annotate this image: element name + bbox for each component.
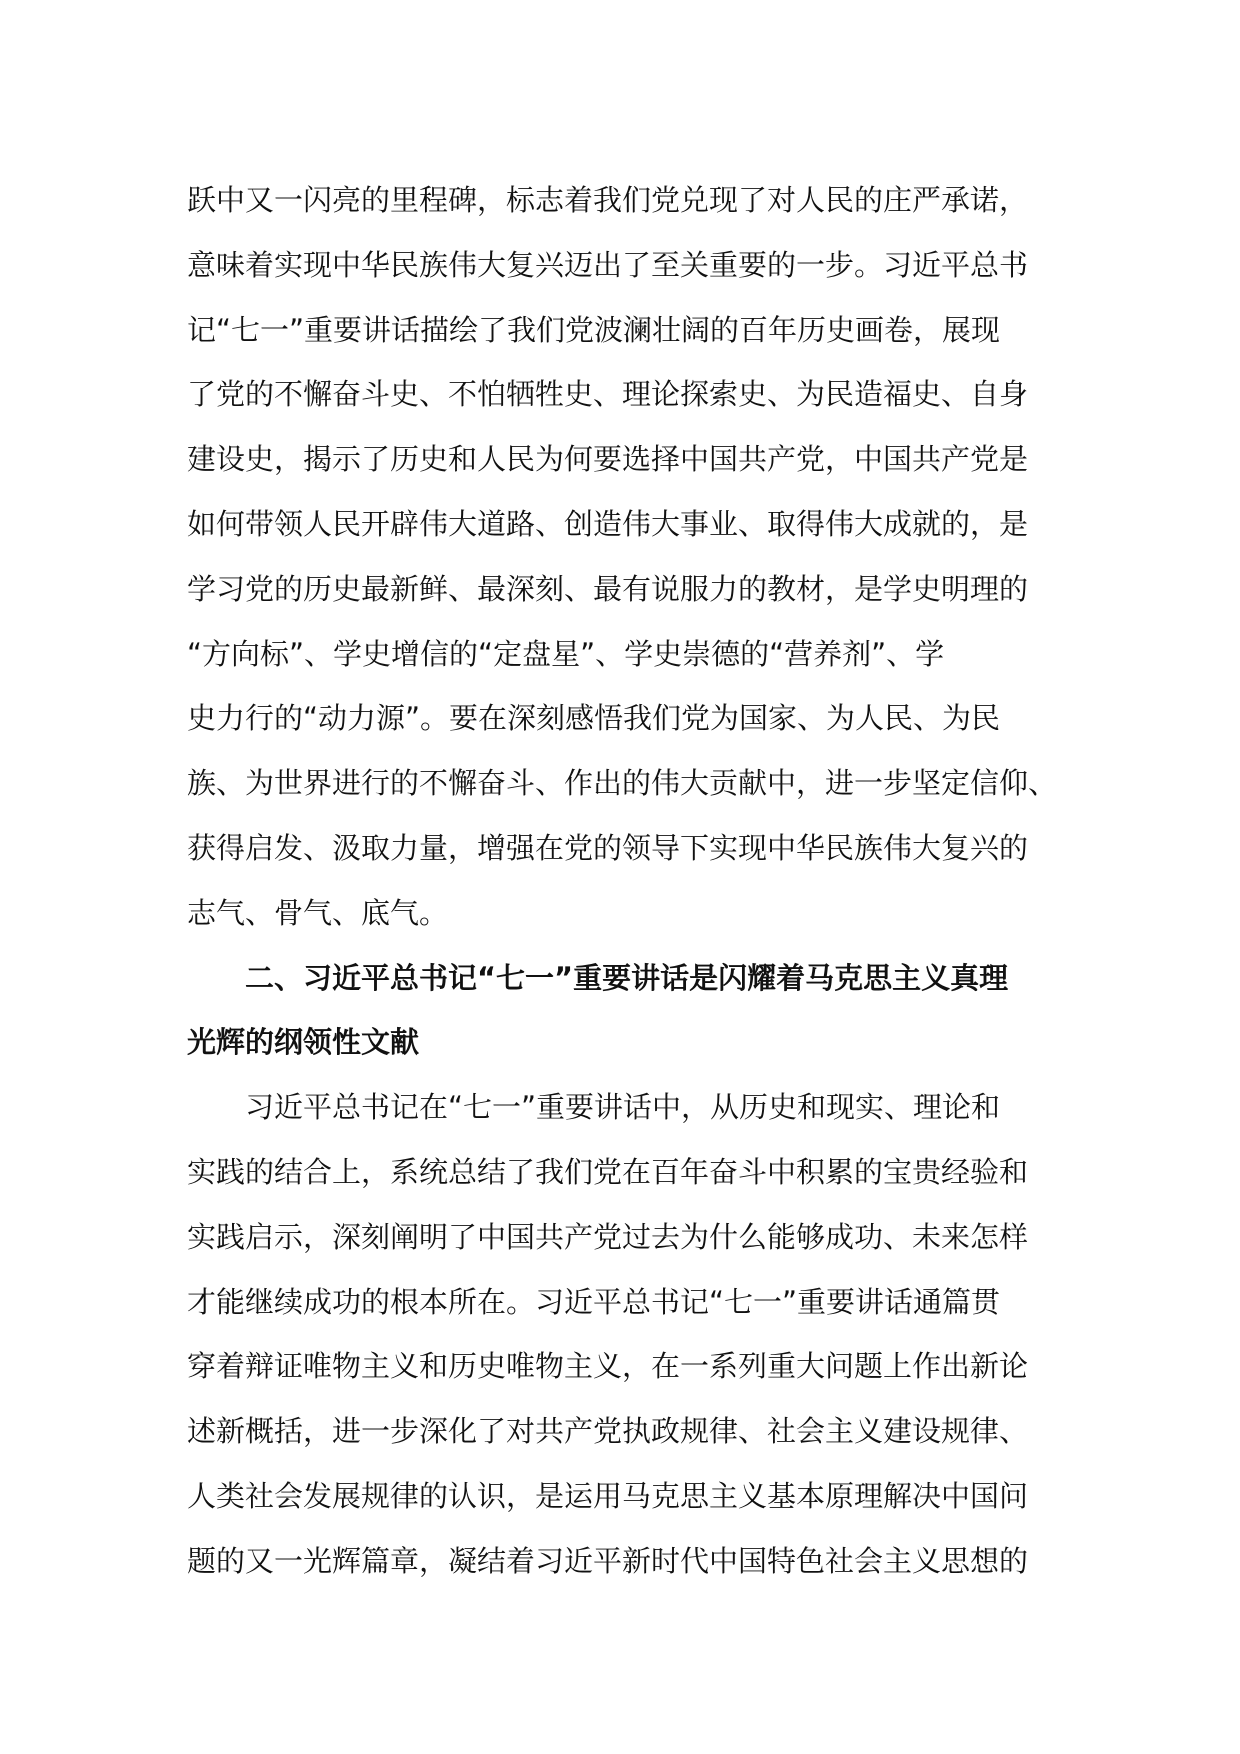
paragraph-1: [187, 168, 1067, 946]
paragraph-line: 记“七一”重要讲话描绘了我们党波澜壮阔的百年历史画卷，展现: [187, 312, 1001, 347]
paragraph-line: 习近平总书记在“七一”重要讲话中，从历史和现实、理论和: [245, 1090, 1001, 1125]
paragraph-line: 意味着实现中华民族伟大复兴迈出了至关重要的一步。习近平总书: [187, 247, 1029, 282]
paragraph-line: 实践启示，深刻阐明了中国共产党过去为什么能够成功、未来怎样: [187, 1219, 1029, 1254]
paragraph-line: 题的又一光辉篇章，凝结着习近平新时代中国特色社会主义思想的: [187, 1543, 1029, 1578]
paragraph-line: “方向标”、学史增信的“定盘星”、学史崇德的“营养剂”、学: [187, 636, 945, 671]
paragraph-line: 才能继续成功的根本所在。习近平总书记“七一”重要讲话通篇贯: [187, 1284, 1001, 1319]
paragraph-line: 实践的结合上，系统总结了我们党在百年奋斗中积累的宝贵经验和: [187, 1154, 1029, 1189]
paragraph-line: 穿着辩证唯物主义和历史唯物主义，在一系列重大问题上作出新论: [187, 1349, 1029, 1384]
section-heading: [187, 946, 1067, 1076]
paragraph-line: 跃中又一闪亮的里程碑，标志着我们党兑现了对人民的庄严承诺，: [187, 183, 1029, 217]
heading-line: 光辉的纲领性文献: [187, 1025, 420, 1060]
paragraph-line: 学习党的历史最新鲜、最深刻、最有说服力的教材，是学史明理的: [187, 571, 1029, 606]
paragraph-line: 志气、骨气、底气。: [187, 895, 449, 930]
paragraph-line: 如何带领人民开辟伟大道路、创造伟大事业、取得伟大成就的，是: [187, 506, 1029, 541]
paragraph-line: 了党的不懈奋斗史、不怕牺牲史、理论探索史、为民造福史、自身: [187, 377, 1029, 412]
paragraph-line: 建设史，揭示了历史和人民为何要选择中国共产党，中国共产党是: [187, 442, 1029, 477]
paragraph-2: [187, 1075, 1067, 1593]
paragraph-line: 获得启发、汲取力量，增强在党的领导下实现中华民族伟大复兴的: [187, 830, 1029, 865]
heading-line: 二、习近平总书记“七一”重要讲话是闪耀着马克思主义真理: [245, 960, 1009, 995]
document-body: [187, 168, 1067, 1594]
paragraph-line: 人类社会发展规律的认识，是运用马克思主义基本原理解决中国问: [187, 1478, 1029, 1513]
paragraph-line: 史力行的“动力源”。要在深刻感悟我们党为国家、为人民、为民: [187, 701, 1001, 736]
paragraph-line: 族、为世界进行的不懈奋斗、作出的伟大贡献中，进一步坚定信仰、: [187, 766, 1058, 801]
paragraph-line: 述新概括，进一步深化了对共产党执政规律、社会主义建设规律、: [187, 1414, 1029, 1449]
